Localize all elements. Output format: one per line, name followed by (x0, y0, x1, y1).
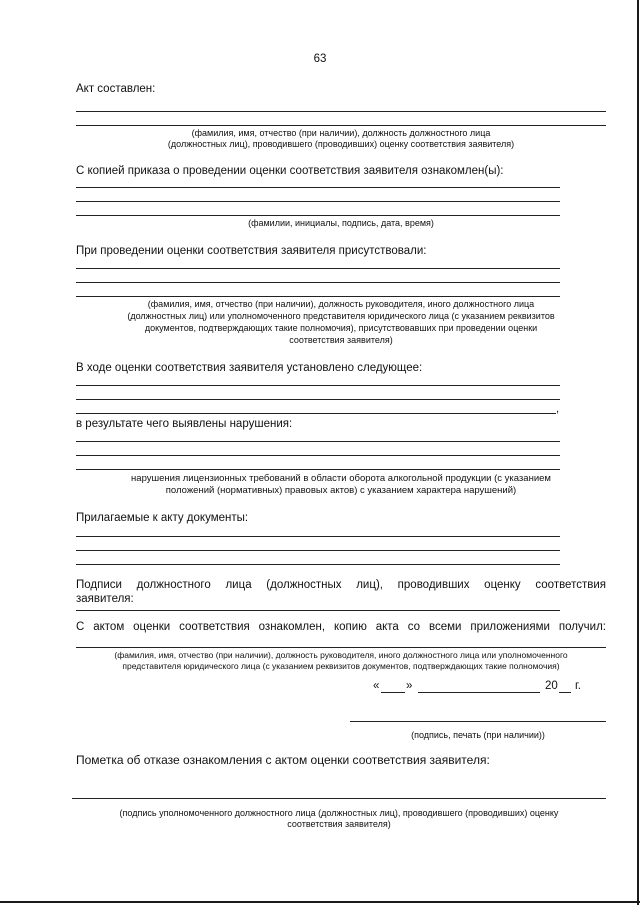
findings-fill-line-3[interactable] (76, 413, 556, 414)
signature-fill-line[interactable] (350, 721, 606, 722)
date-year-field[interactable] (559, 692, 571, 693)
copy-caption: (фамилии, инициалы, подпись, дата, время) (248, 218, 434, 228)
act-heading: Акт составлен: (76, 83, 156, 95)
violations-heading: в результате чего выявлены нарушения: (76, 418, 293, 430)
copy-fill-line-1[interactable] (76, 187, 560, 188)
act-caption-2: (должностных лиц), проводившего (проводивших) оценку соответствия заявителя) (167, 139, 515, 149)
signatures-line-1: Подписи должностного лица (должностных лиц), проводивших оценку соответствия (76, 579, 606, 591)
violations-fill-line-1[interactable] (76, 441, 560, 442)
violations-caption-1: нарушения лицензионных требований в области оборота алкогольной продукции (с указанием (131, 473, 551, 484)
date-close-quote: » (406, 680, 413, 692)
findings-fill-line-2[interactable] (76, 399, 560, 400)
acquainted-caption-1: (фамилия, имя, отчество (при наличии), должность руководителя, иного должностного лица или уполномоченного (114, 650, 568, 660)
act-fill-line-1[interactable] (76, 111, 606, 112)
act-caption-1: (фамилия, имя, отчество (при наличии), должность должностного лица (191, 128, 491, 138)
violations-fill-line-3[interactable] (76, 469, 560, 470)
date-day-field[interactable] (381, 692, 405, 693)
page-edge-bottom (0, 901, 640, 903)
signatures-line-2: заявителя: (76, 593, 134, 605)
date-year-prefix: 20 (545, 680, 558, 692)
present-heading: При проведении оценки соответствия заявителя присутствовали: (76, 245, 427, 257)
attachments-fill-line-1[interactable] (76, 536, 560, 537)
copy-heading: С копией приказа о проведении оценки соответствия заявителя ознакомлен(ы): (76, 165, 504, 177)
present-caption-2: (должностных лиц) или уполномоченного представителя юридического лица (с указанием реквизитов (127, 311, 555, 321)
refusal-caption-1: (подпись уполномоченного должностного лица (должностных лиц), проводившего (проводивших) оценку (119, 808, 559, 818)
date-month-field[interactable] (418, 692, 540, 693)
findings-fill-line-1[interactable] (76, 385, 560, 386)
acquainted-heading: С актом оценки соответствия ознакомлен, копию акта со всеми приложениями получил: (76, 621, 606, 633)
present-caption-1: (фамилия, имя, отчество (при наличии), должность руководителя, иного должностного лица (147, 299, 535, 309)
copy-fill-line-2[interactable] (76, 201, 560, 202)
copy-fill-line-3[interactable] (76, 215, 560, 216)
page-edge-right (637, 0, 639, 905)
attachments-fill-line-3[interactable] (76, 564, 560, 565)
refusal-heading: Пометка об отказе ознакомления с актом оценки соответствия заявителя: (76, 753, 490, 767)
present-caption-3: документов, подтверждающих такие полномочия), присутствовавших при проведении оценки (144, 323, 538, 333)
signatures-fill-line[interactable] (76, 610, 560, 611)
findings-heading: В ходе оценки соответствия заявителя установлено следующее: (76, 362, 423, 374)
attachments-fill-line-2[interactable] (76, 550, 560, 551)
findings-comma: , (556, 403, 560, 415)
acquainted-caption-2: представителя юридического лица (с указанием реквизитов документов, подтверждающих такие полномочия) (122, 661, 560, 671)
page-number: 63 (313, 53, 327, 65)
present-fill-line-3[interactable] (76, 296, 560, 297)
attachments-heading: Прилагаемые к акту документы: (76, 512, 249, 524)
present-fill-line-2[interactable] (76, 282, 560, 283)
present-fill-line-1[interactable] (76, 268, 560, 269)
date-year-suffix: г. (575, 680, 581, 692)
act-fill-line-2[interactable] (76, 125, 606, 126)
violations-caption-2: положений (нормативных) правовых актов) с указанием характера нарушений) (165, 485, 517, 496)
date-open-quote: « (373, 680, 380, 692)
refusal-fill-line[interactable] (72, 798, 606, 799)
refusal-caption-2: соответствия заявителя) (287, 819, 391, 829)
violations-fill-line-2[interactable] (76, 455, 560, 456)
acquainted-fill-line[interactable] (76, 647, 606, 648)
present-caption-4: соответствия заявителя) (289, 335, 393, 345)
signature-caption: (подпись, печать (при наличии)) (411, 730, 545, 740)
